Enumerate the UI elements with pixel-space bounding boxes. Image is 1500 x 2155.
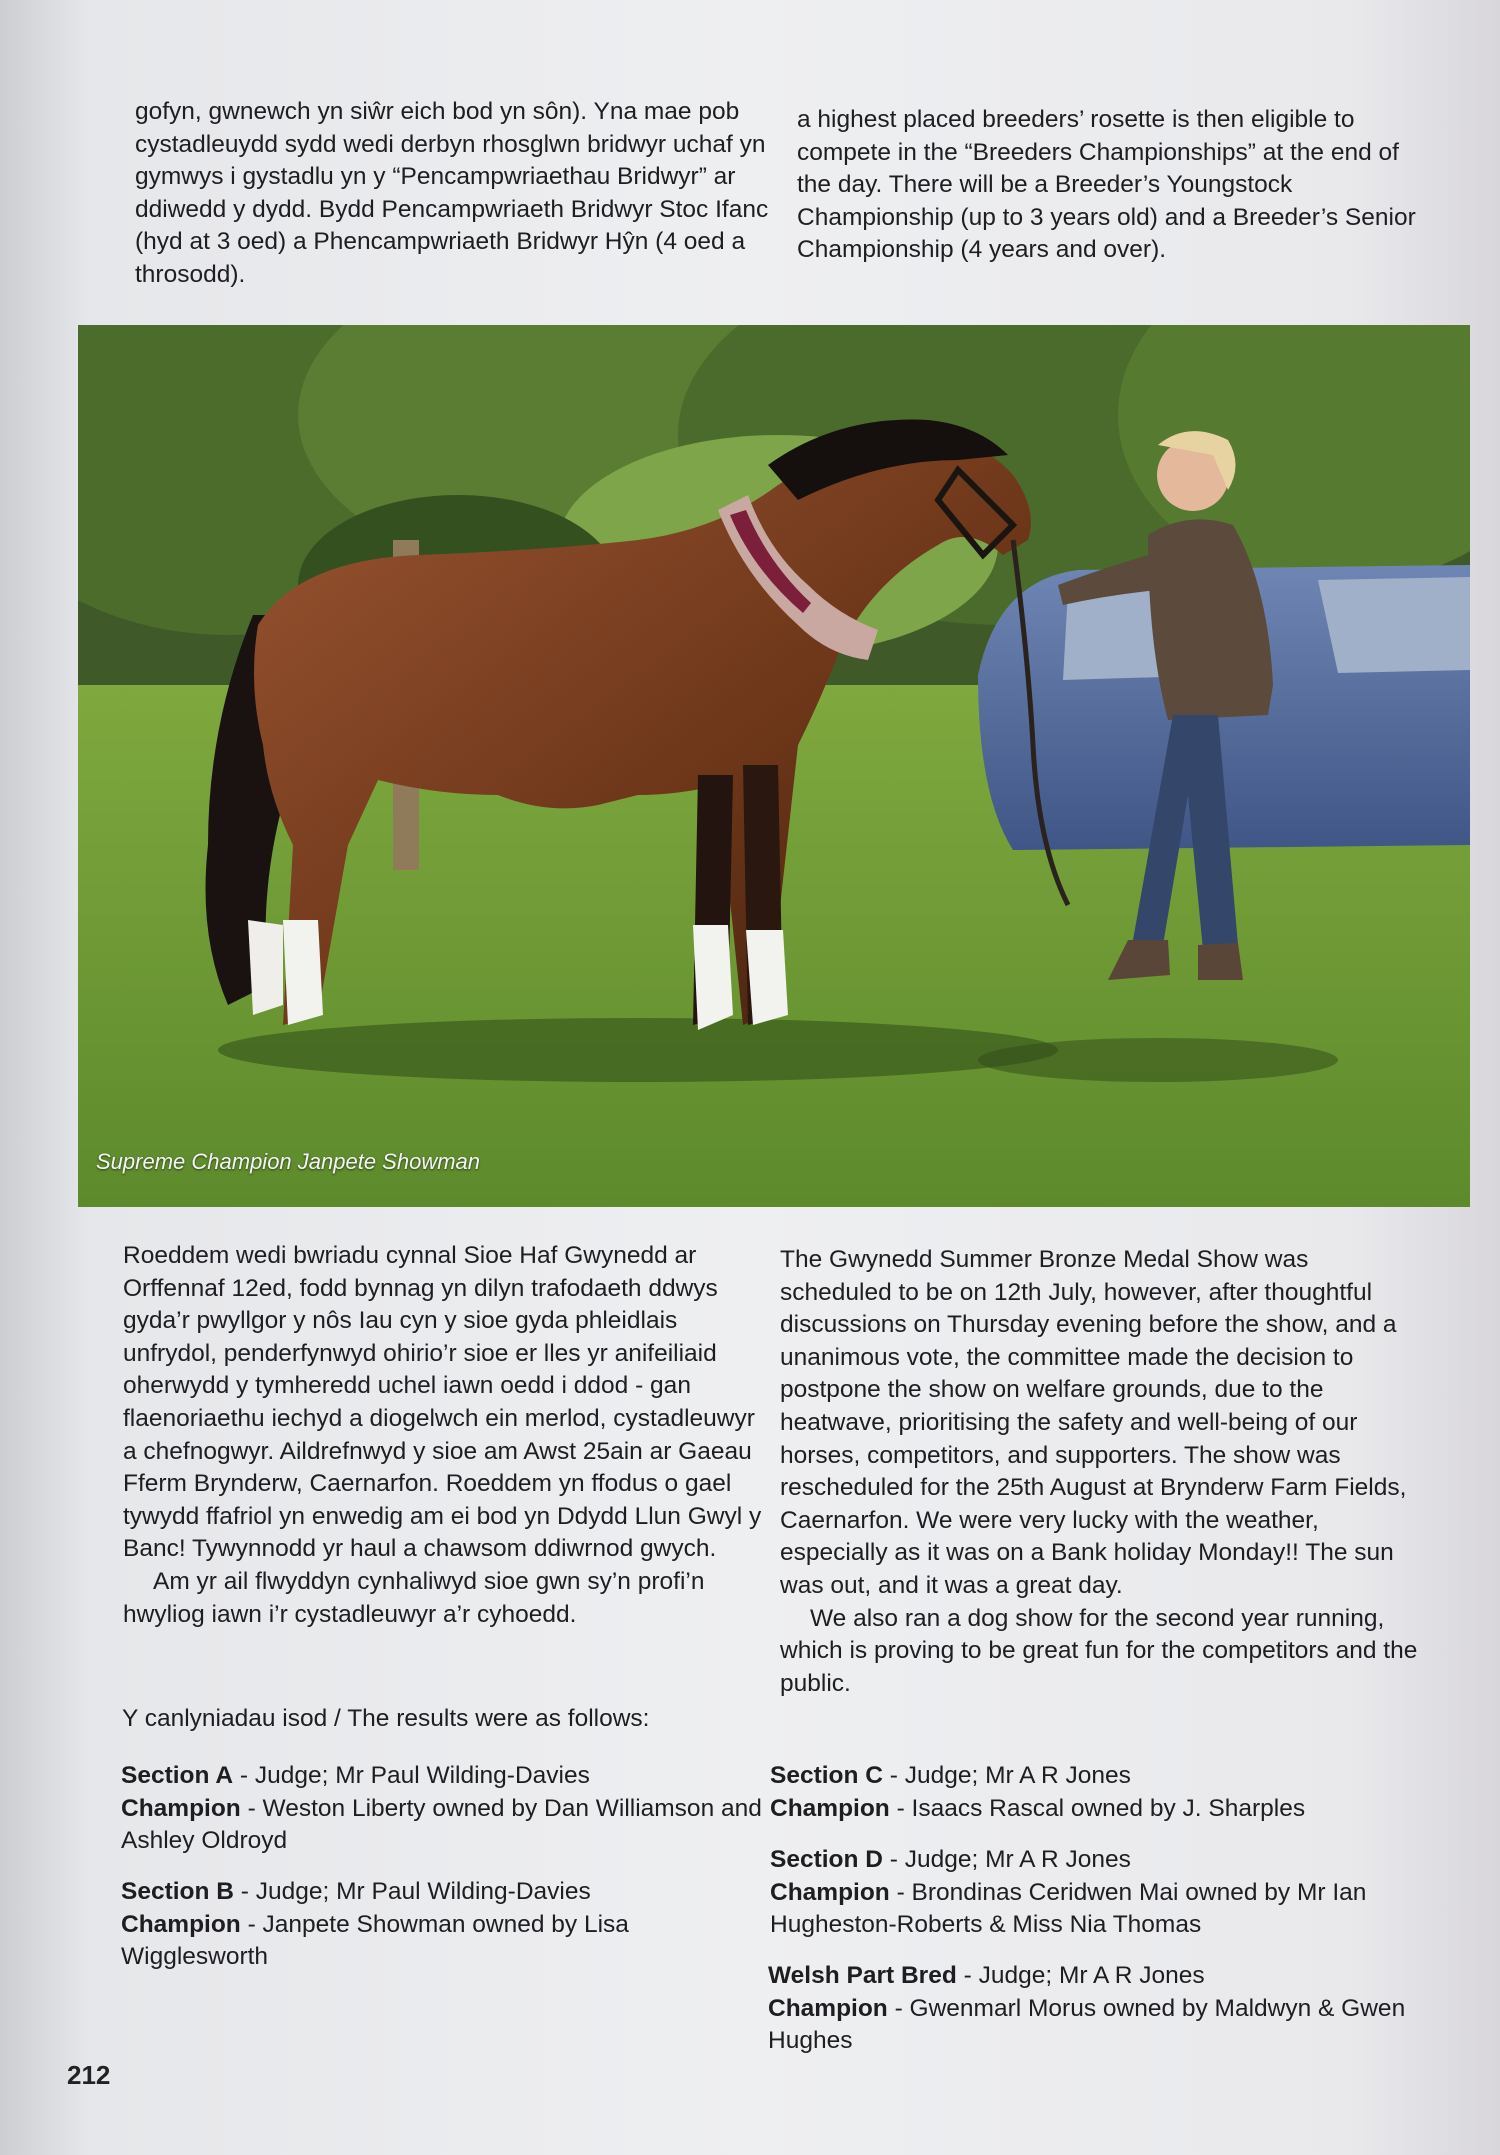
section-c-label: Section C	[770, 1762, 883, 1789]
results-intro: Y canlyniadau isod / The results were as follows:	[122, 1705, 650, 1732]
section-d-judge: - Judge; Mr A R Jones	[883, 1846, 1131, 1873]
page-number: 212	[67, 2060, 111, 2090]
welsh-report-text	[123, 1240, 763, 1631]
welsh-report-paragraph-2: Am yr ail flwyddyn cynhaliwyd sioe gwn sy’n profi’n hwyliog iawn i’r cystadleuwyr a’r cyhoedd.	[123, 1567, 705, 1628]
welsh-report-paragraph-1: Roeddem wedi bwriadu cynnal Sioe Haf Gwynedd ar Orffennaf 12ed, fodd bynnag yn dilyn trafodaeth ddwys gyda’r pwyllgor y nôs Iau cyn y sioe gyda phleidlais unfrydol, penderfynwyd ohirio’r sioe er lles yr anifeiliaid oherwydd y tymheredd uchel iawn oedd i ddod - gan flaenoriaethu iechyd a diogelwch ein merlod, cystadleuwyr a chefnogwyr. Aildrefnwyd y sioe am Awst 25ain ar Gaeau Fferm Brynderw, Caernarfon. Roeddem yn ffodus o gael tywydd ffafriol yn enwedig am ei bod yn Ddydd Llun Gwyl y Banc! Tywynnodd yr haul a chawsom ddiwrnod gwych.	[123, 1242, 762, 1563]
section-b-champion: - Janpete Showman owned by Lisa Wigglesworth	[121, 1910, 629, 1970]
english-report-paragraph-1: The Gwynedd Summer Bronze Medal Show was scheduled to be on 12th July, however, after thoughtful discussions on Thursday evening before the show, and a unanimous vote, the committee made the decision to postpone the show on welfare grounds, due to the heatwave, prioritising the safety and well-being of our horses, competitors, and supporters. The show was rescheduled for the 25th August at Brynderw Farm Fields, Caernarfon. We were very lucky with the weather, especially as it was on a Bank holiday Monday!! The sun was out, and it was a great day.	[780, 1246, 1407, 1599]
welsh-part-bred-judge: - Judge; Mr A R Jones	[956, 1962, 1205, 1989]
section-d-champion-label: Champion	[770, 1878, 890, 1906]
section-c-champion: - Isaacs Rascal owned by J. Sharples	[889, 1794, 1306, 1822]
result-section-b	[121, 1876, 771, 1974]
section-d-champion: - Brondinas Ceridwen Mai owned by Mr Ian Hugheston-Roberts & Miss Nia Thomas	[770, 1878, 1367, 1938]
english-intro-paragraph: a highest placed breeders’ rosette is then eligible to compete in the “Breeders Championships” at the end of the day. There will be a Breeder’s Youngstock Championship (up to 3 years old) and a Breeder’s Senior Championship (4 years and over).	[797, 106, 1416, 264]
photo-illustration	[78, 325, 1470, 1207]
section-d-label: Section D	[770, 1846, 883, 1873]
section-b-judge: - Judge; Mr Paul Wilding-Davies	[234, 1878, 591, 1905]
section-a-judge: - Judge; Mr Paul Wilding-Davies	[233, 1762, 590, 1789]
welsh-intro-text	[135, 96, 775, 292]
english-intro-text	[797, 104, 1437, 267]
photo-caption: Supreme Champion Janpete Showman	[96, 1149, 481, 1174]
champion-photo	[78, 325, 1470, 1207]
english-report-text	[780, 1244, 1420, 1700]
welsh-intro-paragraph: gofyn, gwnewch yn siŵr eich bod yn sôn). Yna mae pob cystadleuydd sydd wedi derbyn rhosglwn bridwyr uchaf yn gymwys i gystadlu yn y “Pencampwriaethau Bridwyr” ar ddiwedd y dydd. Bydd Pencampwriaeth Bridwyr Stoc Ifanc (hyd at 3 oed) a Phencampwriaeth Bridwyr Hŷn (4 oed a throsodd).	[135, 98, 769, 288]
welsh-part-bred-label: Welsh Part Bred	[768, 1962, 957, 1989]
result-section-d	[770, 1844, 1420, 1942]
result-welsh-part-bred	[768, 1960, 1418, 2058]
section-a-label: Section A	[121, 1762, 234, 1789]
welsh-part-bred-champion: - Gwenmarl Morus owned by Maldwyn & Gwen Hughes	[768, 1994, 1406, 2054]
section-b-champion-label: Champion	[121, 1910, 241, 1938]
section-a-champion: - Weston Liberty owned by Dan Williamson and Ashley Oldroyd	[121, 1794, 762, 1854]
result-section-a	[121, 1760, 771, 1858]
english-report-paragraph-2: We also ran a dog show for the second year running, which is proving to be great fun for the competitors and the public.	[780, 1604, 1418, 1697]
section-b-label: Section B	[121, 1878, 234, 1905]
section-c-champion-label: Champion	[770, 1794, 890, 1822]
section-c-judge: - Judge; Mr A R Jones	[883, 1762, 1131, 1789]
welsh-part-bred-champion-label: Champion	[768, 1994, 888, 2022]
result-section-c	[770, 1760, 1420, 1825]
section-a-champion-label: Champion	[121, 1794, 241, 1822]
